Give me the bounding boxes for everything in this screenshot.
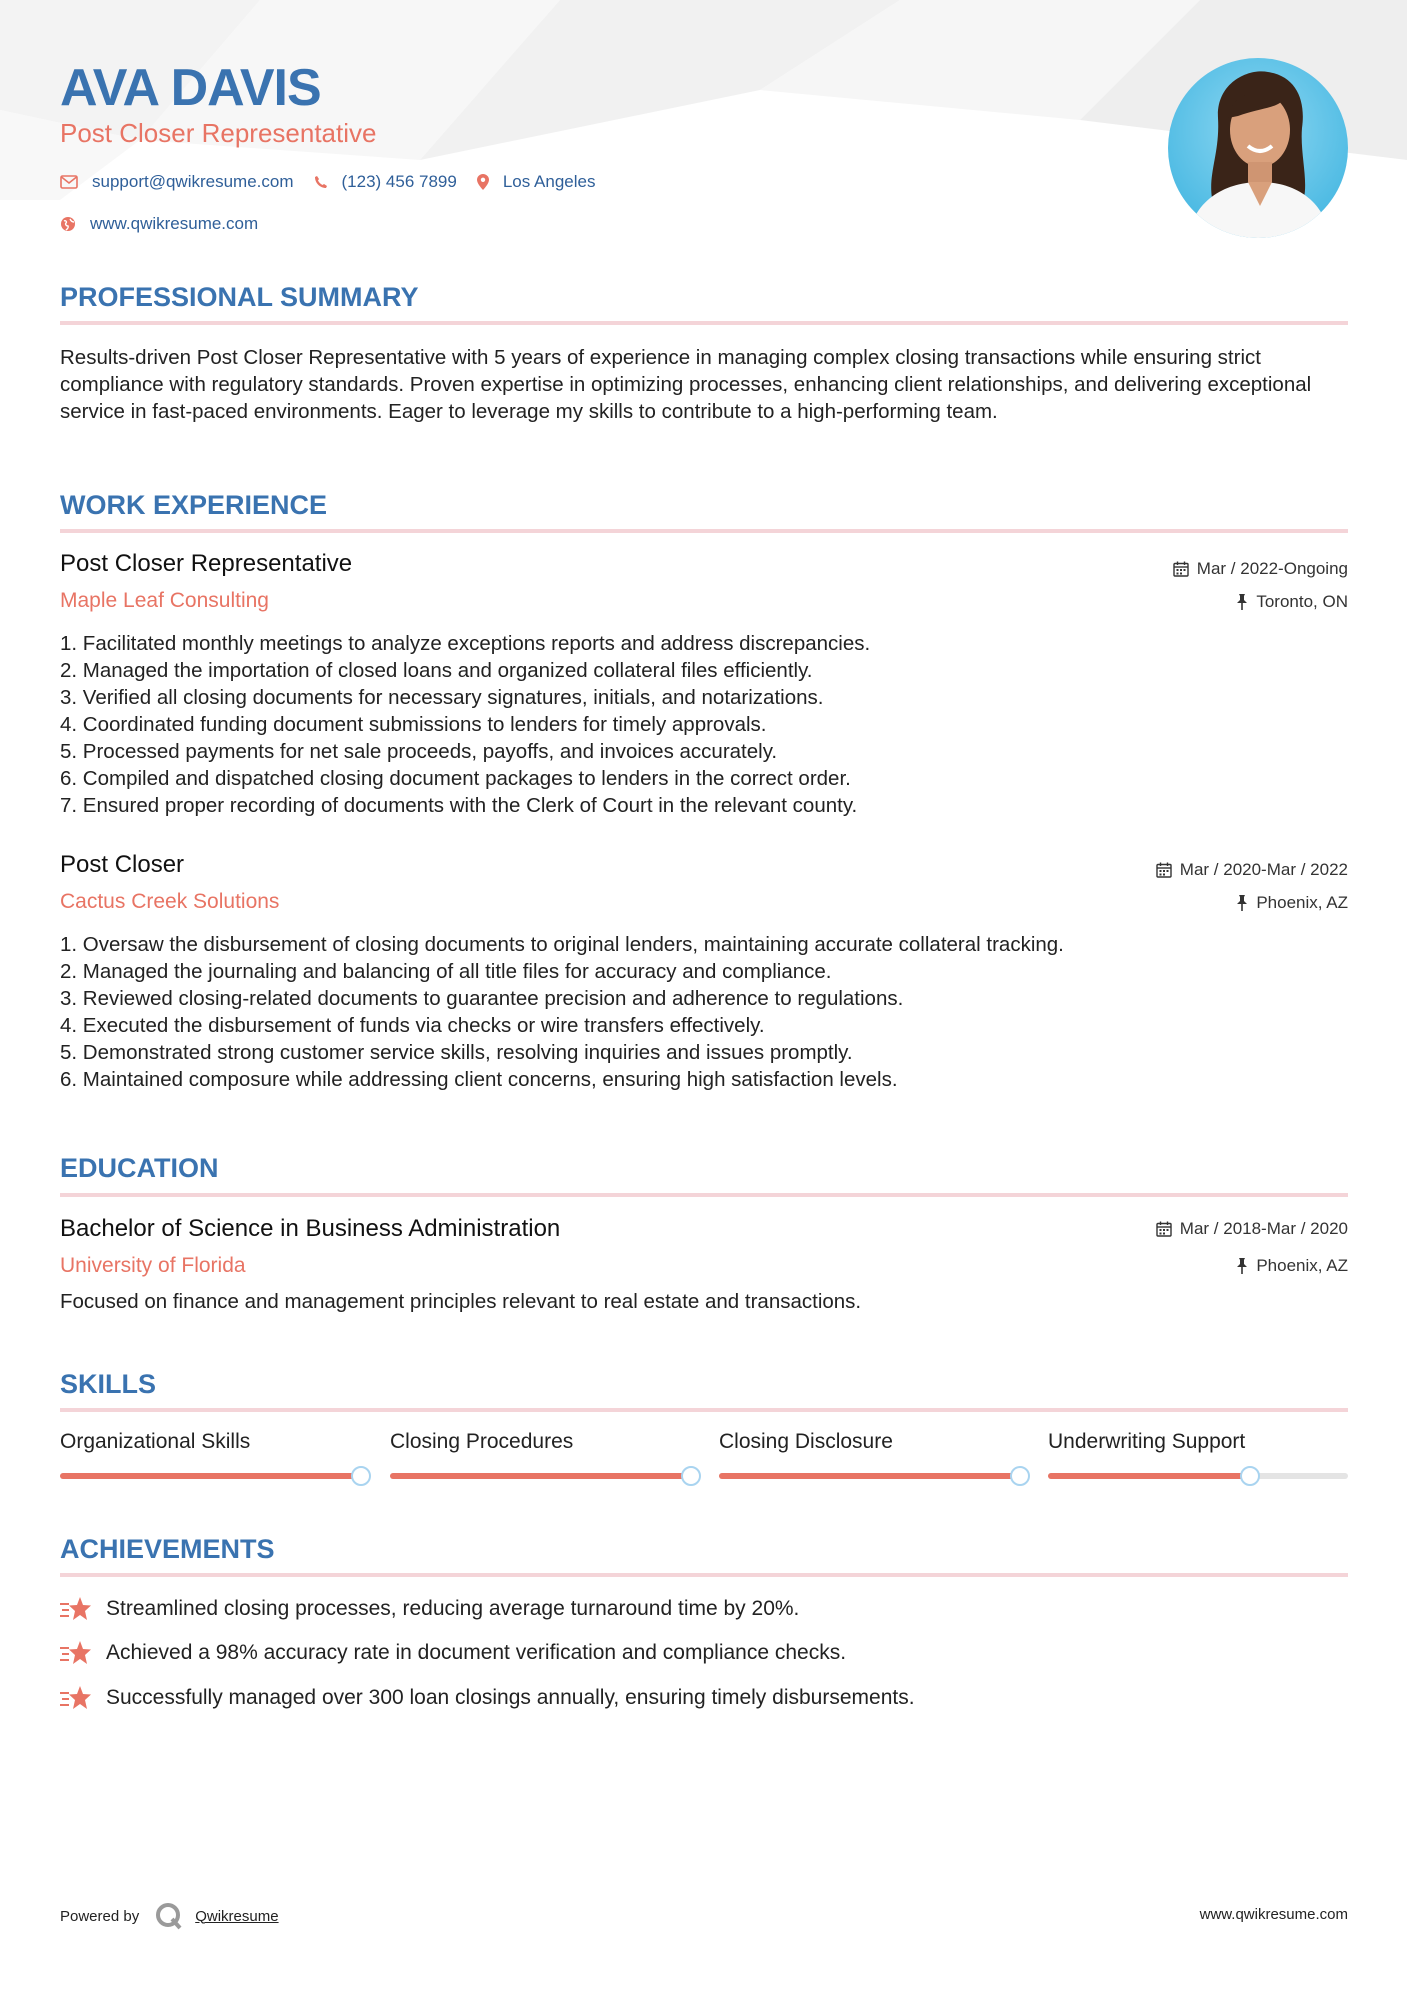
section-heading-achievements: ACHIEVEMENTS [60,1534,275,1564]
job-bullet: 2. Managed the importation of closed loans and organized collateral files efficiently. [60,659,813,682]
location-text: Los Angeles [502,172,596,191]
skill-bar-fill [1048,1473,1249,1479]
job-location-text: Phoenix, AZ [1256,893,1348,912]
footer-url[interactable]: www.qwikresume.com [1199,1906,1348,1923]
map-pin-icon [477,174,489,190]
skill-bar-knob [1240,1466,1260,1486]
skill-bar-fill [390,1473,690,1479]
contact-row-secondary [60,214,278,234]
email-text: support@qwikresume.com [92,172,294,191]
job-location-text: Toronto, ON [1256,592,1348,611]
section-divider [60,321,1348,325]
skill-name: Closing Disclosure [719,1430,893,1453]
contact-website[interactable] [60,214,258,234]
contact-phone[interactable] [314,172,457,192]
skill-bar-track [719,1473,1019,1479]
job-bullet: 4. Executed the disbursement of funds via checks or wire transfers effectively. [60,1014,765,1037]
skill-bar-fill [719,1473,1019,1479]
star-icon [60,1685,92,1711]
calendar-icon [1173,561,1189,577]
calendar-icon [1156,1221,1172,1237]
job-bullet: 6. Compiled and dispatched closing document packages to lenders in the correct order. [60,767,851,790]
candidate-name: AVA DAVIS [60,59,321,117]
education-location [1236,1256,1348,1276]
education-school: University of Florida [60,1254,246,1277]
job-company: Maple Leaf Consulting [60,589,269,612]
skill-bar-track [60,1473,360,1479]
job-bullet: 7. Ensured proper recording of documents with the Clerk of Court in the relevant county. [60,794,858,817]
job-title: Post Closer Representative [60,550,353,577]
achievement-item [60,1596,799,1622]
job-bullet: 3. Reviewed closing-related documents to guarantee precision and adherence to regulations. [60,987,904,1010]
globe-icon [60,216,76,232]
job-bullets [60,630,870,819]
job-bullet: 4. Coordinated funding document submissions to lenders for timely approvals. [60,713,767,736]
skill-bar-knob [351,1466,371,1486]
section-heading-summary: PROFESSIONAL SUMMARY [60,282,419,312]
contact-row-primary [60,172,615,192]
job-dates [1173,559,1348,579]
job-dates-text: Mar / 2022-Ongoing [1196,559,1348,578]
skill-bar-knob [1010,1466,1030,1486]
section-heading-skills: SKILLS [60,1369,157,1399]
achievement-text: Successfully managed over 300 loan closings annually, ensuring timely disbursements. [106,1686,915,1709]
job-location [1236,893,1348,913]
skill-bar-knob [681,1466,701,1486]
job-bullet: 1. Oversaw the disbursement of closing documents to original lenders, maintaining accurate collateral tracking. [60,933,1064,956]
job-bullet: 2. Managed the journaling and balancing of all title files for accuracy and compliance. [60,960,832,983]
profile-photo [1168,58,1348,238]
skill-item [390,1430,698,1454]
powered-by [60,1902,279,1930]
education-dates-text: Mar / 2018-Mar / 2020 [1179,1219,1348,1238]
section-divider [60,1573,1348,1577]
skill-name: Organizational Skills [60,1430,251,1453]
contact-email[interactable] [60,172,294,192]
skill-item [719,1430,1027,1454]
job-company: Cactus Creek Solutions [60,890,280,913]
section-divider [60,529,1348,533]
skill-item [60,1430,368,1454]
job-bullet: 5. Demonstrated strong customer service skills, resolving inquiries and issues promptly. [60,1041,853,1064]
website-text: www.qwikresume.com [90,214,259,233]
section-heading-education: EDUCATION [60,1153,219,1183]
pushpin-icon [1236,594,1248,610]
job-dates [1156,860,1348,880]
skill-bar-fill [60,1473,360,1479]
education-location-text: Phoenix, AZ [1256,1256,1348,1275]
envelope-icon [60,175,78,189]
job-dates-text: Mar / 2020-Mar / 2022 [1179,860,1348,879]
profile-photo-illustration [1168,58,1348,238]
job-bullet: 6. Maintained composure while addressing client concerns, ensuring high satisfaction levels. [60,1068,898,1091]
section-divider [60,1193,1348,1197]
section-divider [60,1408,1348,1412]
education-description: Focused on finance and management principles relevant to real estate and transactions. [60,1290,862,1313]
star-icon [60,1640,92,1666]
calendar-icon [1156,862,1172,878]
job-title: Post Closer [60,851,185,878]
job-location [1236,592,1348,612]
achievement-text: Achieved a 98% accuracy rate in document verification and compliance checks. [106,1641,847,1664]
contact-location [477,172,596,192]
job-bullet: 3. Verified all closing documents for necessary signatures, initials, and notarizations. [60,686,824,709]
star-icon [60,1596,92,1622]
candidate-title: Post Closer Representative [60,118,377,148]
job-bullets [60,931,1064,1093]
achievement-item [60,1685,915,1711]
skill-bar-track [1048,1473,1348,1479]
powered-by-label: Powered by [60,1907,140,1925]
skill-bar-track [390,1473,690,1479]
section-heading-experience: WORK EXPERIENCE [60,490,328,520]
job-bullet: 1. Facilitated monthly meetings to analyze exceptions reports and address discrepancies. [60,632,871,655]
education-dates [1156,1219,1348,1239]
achievement-item [60,1640,846,1666]
education-degree: Bachelor of Science in Business Administration [60,1215,561,1242]
achievement-text: Streamlined closing processes, reducing average turnaround time by 20%. [106,1597,800,1620]
pushpin-icon [1236,895,1248,911]
skill-item [1048,1430,1356,1454]
qwikresume-logo-icon [155,1902,183,1930]
job-bullet: 5. Processed payments for net sale proceeds, payoffs, and invoices accurately. [60,740,778,763]
qwikresume-link[interactable]: Qwikresume [195,1907,279,1925]
phone-icon [314,175,328,189]
skill-name: Underwriting Support [1048,1430,1246,1453]
phone-text: (123) 456 7899 [341,172,457,191]
pushpin-icon [1236,1258,1248,1274]
skill-name: Closing Procedures [390,1430,574,1453]
summary-text: Results-driven Post Closer Representative with 5 years of experience in managing complex closing transactions while ensuring strict compliance with regulatory standards. Proven expertise in optimizing processes, enhancing client relationships, and delivering exceptional service in fast-paced environments. Eager to leverage my skills to contribute to a high-performing team. [60,346,1312,423]
